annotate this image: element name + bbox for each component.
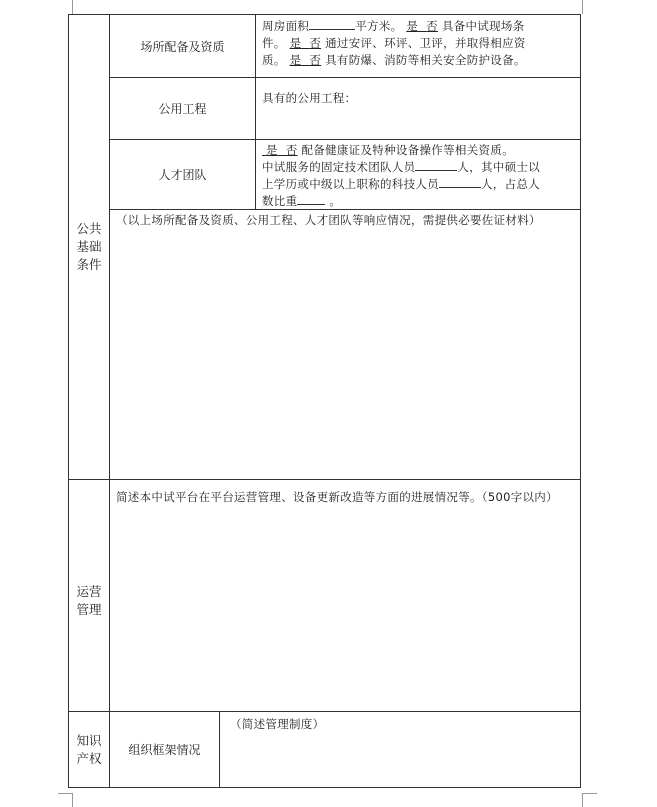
- label-line: 知识: [76, 732, 102, 748]
- site-qualification-label: [110, 14, 256, 78]
- note-text: 简述本中试平台在平台运营管理、设备更新改造等方面的进展情况等。（500字以内）: [116, 490, 558, 504]
- operations-label: [68, 480, 110, 712]
- row-label: 场所配备及资质: [140, 39, 225, 54]
- content-line: 质。 是 否 具有防爆、消防等相关安全防护设备。: [262, 53, 526, 67]
- crop-mark-bottom-right: [582, 793, 583, 807]
- note-text: （以上场所配备及资质、公用工程、人才团队等响应情况，需提供必要佐证材料）: [116, 213, 541, 227]
- content-line: 中试服务的固定技术团队人员 人，其中硕士以: [262, 160, 541, 174]
- note-text: （简述管理制度）: [230, 717, 325, 731]
- content-line: 周房面积 平方米。 是 否 具备中试现场条: [262, 19, 525, 33]
- site-qualification-content: [256, 14, 581, 78]
- crop-mark-bottom-right-h: [583, 793, 597, 794]
- crop-mark-bottom-left-h: [58, 793, 72, 794]
- operations-note: [110, 480, 581, 712]
- label-line: 公共: [76, 221, 102, 236]
- org-framework-label: [110, 712, 220, 788]
- label-line: 管理: [76, 601, 102, 617]
- public-basis-label: [68, 14, 110, 480]
- crop-mark-bottom-left: [72, 793, 73, 807]
- label-line: 条件: [76, 257, 102, 272]
- row-label: 公用工程: [158, 102, 207, 116]
- content-line: 上学历或中级以上职称的科技人员 人，占总人: [262, 177, 540, 191]
- label-line: 运营: [76, 583, 102, 599]
- ip-note: [220, 712, 581, 788]
- row-label: 组织框架情况: [128, 743, 201, 757]
- label-line: 产权: [76, 750, 102, 766]
- talent-team-content: [256, 140, 581, 210]
- public-works-label: [110, 78, 256, 140]
- content-line: 是 否 配备健康证及特种设备操作等相关资质。: [265, 143, 514, 157]
- crop-mark-top-left: [72, 0, 73, 14]
- content-line: 数比重 。: [262, 194, 342, 208]
- public-works-content: [256, 78, 581, 140]
- public-basis-note: [110, 210, 581, 480]
- label-line: 基础: [76, 239, 102, 254]
- ip-label: [68, 712, 110, 788]
- row-label: 人才团队: [158, 168, 207, 182]
- talent-team-label: [110, 140, 256, 210]
- crop-mark-top-right: [582, 0, 583, 14]
- content-line: 具有的公用工程：: [262, 91, 357, 105]
- content-line: 件。 是 否 通过安评、环评、卫评，并取得相应资: [262, 36, 526, 50]
